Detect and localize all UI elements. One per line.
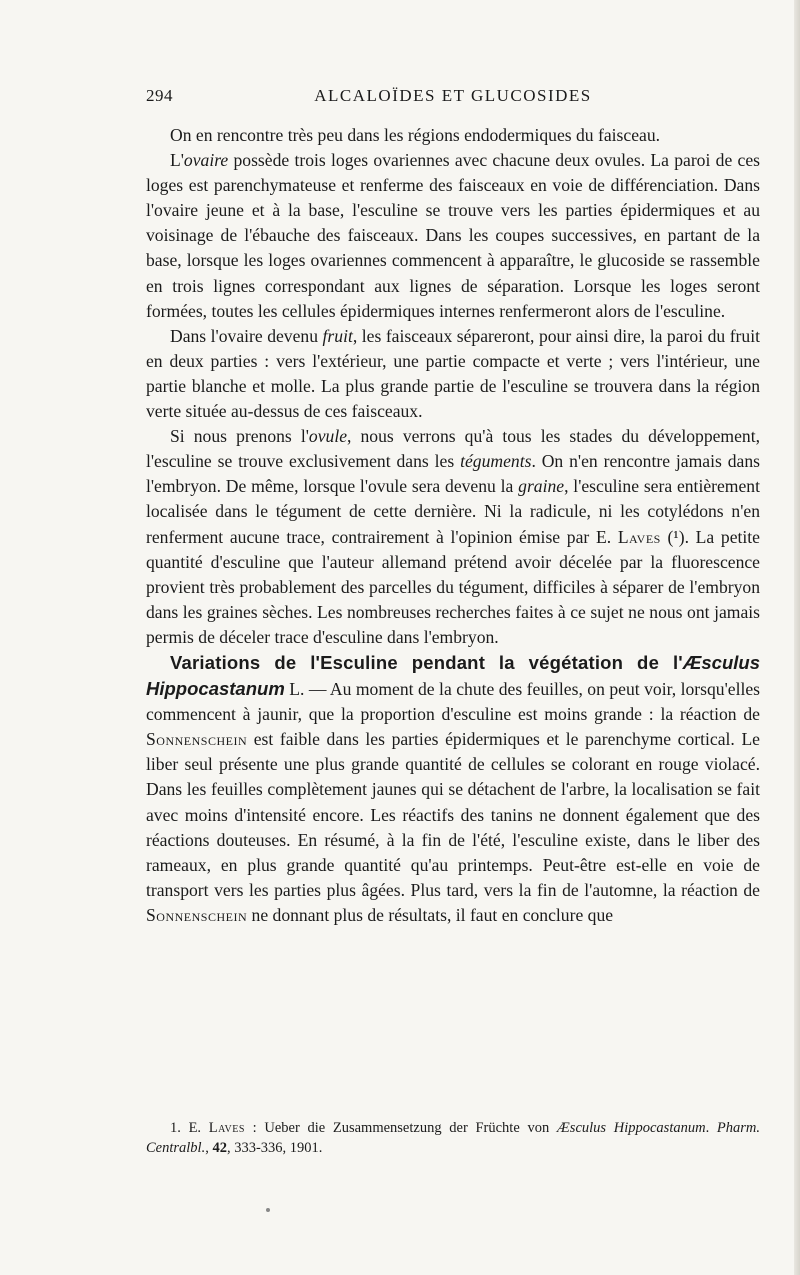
paragraph-4 xyxy=(146,424,760,650)
paragraph-2-emphasis: ovaire xyxy=(183,150,229,171)
paragraph-4-text-b: , nous verrons qu'à tous les stades du développement, l'esculine se trouve exclusivement dans les xyxy=(146,426,760,472)
page-edge-shadow xyxy=(794,0,800,1275)
author-name-sonnenschein-2: Sonnenschein xyxy=(146,904,248,925)
paragraph-1-text: On en rencontre très peu dans les régions endodermiques du faisceau. xyxy=(170,125,661,145)
footnote-text-c: , xyxy=(205,1140,213,1156)
author-name-sonnenschein: Sonnenschein xyxy=(146,729,248,750)
paragraph-4-emphasis-ovule: ovule xyxy=(308,426,348,447)
footnote-volume: 42 xyxy=(212,1140,227,1156)
paragraph-4-text-d: , l'esculine sera entièrement localisée dans le tégument de cette dernière. Ni la radicule, ni les cotylédons n'en renferment aucune trace, contrairement à l'opinion émise par E. xyxy=(146,476,760,547)
paragraph-3 xyxy=(146,324,760,424)
paragraph-5-text-b: est faible dans les parties épidermiques et le parenchyme cortical. Le liber seul présente une plus grande quantité de cellules se colorant en rouge violacé. Dans les feuilles complètement jaunes qui se détachent de l'arbre, la localisation se fait avec moins d'intensité encore. Les réactifs des tanins ne donnent également que des réactions douteuses. En résumé, à la fin de l'été, l'esculine existe, dans le liber des rameaux, en plus grande quantité qu'au printemps. Peut-être est-elle en voie de transport vers les parties plus âgées. Plus tard, vers la fin de l'automne, la réaction de xyxy=(146,729,760,900)
footnote-reference: (¹) xyxy=(660,526,685,547)
footnote-pages: , 333-336, 1901. xyxy=(226,1140,323,1156)
footnote-text-b: . xyxy=(705,1120,717,1136)
running-title: ALCALOÏDES ET GLUCOSIDES xyxy=(314,86,592,105)
paragraph-3-text-b: , les faisceaux sépareront, pour ainsi dire, la paroi du fruit en deux parties : vers l'extérieur, une partie compacte et verte ; vers l'intérieur, une partie blanche et molle. La plus grande partie de l'esculine se trouvera dans la région verte située au-dessus de ces faisceaux. xyxy=(146,325,760,422)
page-body xyxy=(146,123,760,928)
paragraph-4-text-a: Si nous prenons l' xyxy=(170,426,309,447)
ink-speck xyxy=(266,1208,270,1212)
footnote-number: 1. E. xyxy=(170,1120,209,1136)
paragraph-4-emphasis-teguments: téguments xyxy=(460,451,532,472)
section-heading-species: Æsculus Hippocastanum xyxy=(146,651,760,700)
paragraph-5 xyxy=(146,650,760,928)
footnote-text-a: : Ueber die Zusammensetzung der Früchte von xyxy=(244,1120,557,1136)
footnote xyxy=(146,1118,760,1158)
paragraph-5-text-a: L. — Au moment de la chute des feuilles, on peut voir, lorsqu'elles commencent à jaunir, que la proportion d'esculine est moins grande : la réaction de xyxy=(146,679,760,725)
author-name-laves: Laves xyxy=(617,526,661,547)
footnote-species: Æsculus Hippocastanum xyxy=(556,1120,706,1136)
paragraph-4-text-c: . On n'en rencontre jamais dans l'embryon. De même, lorsque l'ovule sera devenu la xyxy=(146,451,760,497)
paragraph-4-emphasis-graine: graine xyxy=(518,476,565,497)
paragraph-2-text-a: L' xyxy=(170,150,184,171)
paragraph-2-text-b: possède trois loges ovariennes avec chacune deux ovules. La paroi de ces loges est parenchymateuse et renferme des faisceaux en voie de différenciation. Dans l'ovaire jeune et à la base, l'esculine se trouve vers les parties épidermiques et au voisinage de l'ébauche des faisceaux. Dans les coupes successives, en partant de la base, lorsque les loges ovariennes commencent à apparaître, le glucoside se rassemble en trois lignes correspondant aux lignes de séparation. Lorsque les loges seront formées, toutes les cellules épidermiques internes renfermeront alors de l'esculine. xyxy=(146,150,760,321)
page-number: 294 xyxy=(146,86,173,105)
paragraph-3-emphasis: fruit xyxy=(322,325,353,346)
paragraph-5-text-c: ne donnant plus de résultats, il faut en conclure que xyxy=(247,904,614,925)
paragraph-1 xyxy=(146,123,760,148)
paragraph-2 xyxy=(146,148,760,324)
footnote-1 xyxy=(146,1118,760,1158)
section-heading: Variations de l'Esculine pendant la végétation de l' xyxy=(170,651,683,673)
paragraph-3-text-a: Dans l'ovaire devenu xyxy=(170,325,323,346)
footnote-author: Laves xyxy=(208,1120,245,1136)
footnote-journal: Pharm. Centralbl. xyxy=(146,1120,761,1156)
paragraph-4-text-e: . La petite quantité d'esculine que l'auteur allemand prétend avoir décelée par la fluorescence provient très probablement des parcelles du tégument, difficiles à séparer de l'embryon dans les graines sèches. Les nombreuses recherches faites à ce sujet ne nous ont jamais permis de déceler trace d'esculine dans l'embryon. xyxy=(146,526,760,647)
